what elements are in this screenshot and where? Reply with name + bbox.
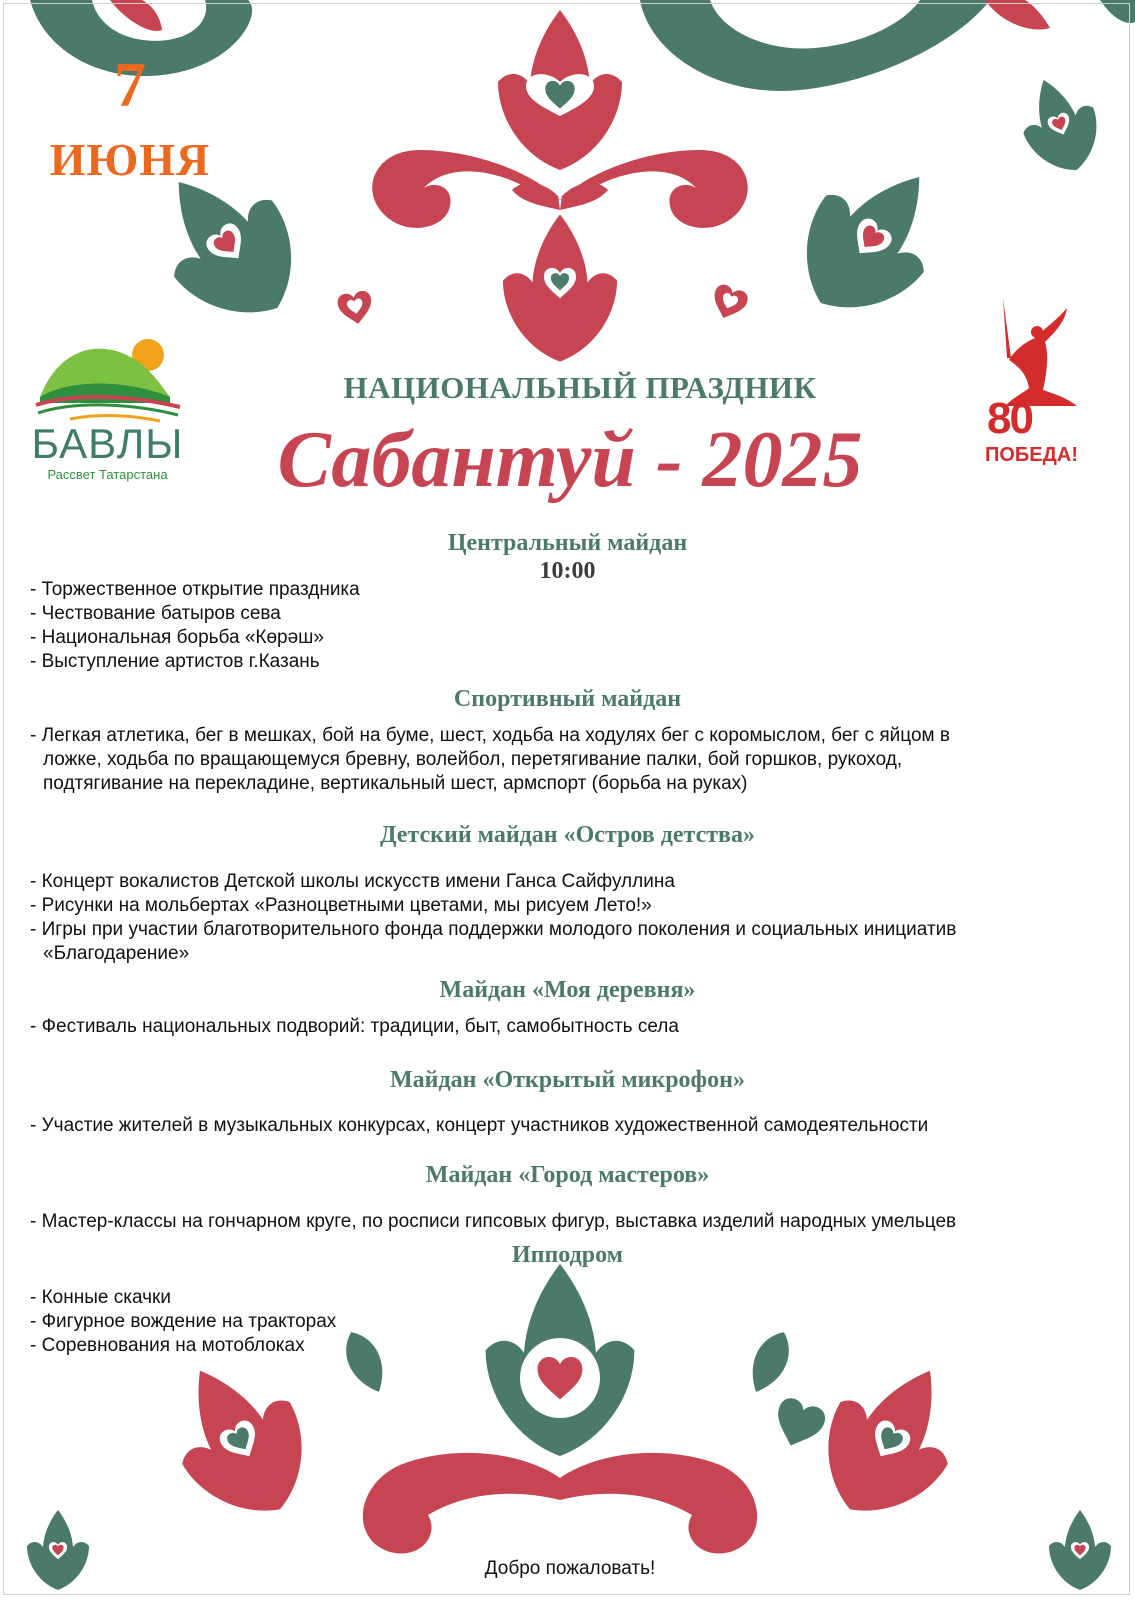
section-central-list <box>30 578 360 674</box>
logo-tagline: Рассвет Татарстана <box>47 467 168 482</box>
badge-word: ПОБЕДА! <box>985 444 1078 466</box>
green-tulip-small-right <box>1009 67 1112 183</box>
date-day: 7 <box>114 49 146 120</box>
motherland-statue-icon <box>985 298 1085 408</box>
date-month: ИЮНЯ <box>49 134 211 185</box>
list-item: - Соревнования на мотоблоках <box>30 1335 305 1356</box>
small-red-heart-right <box>708 282 750 323</box>
section-kids-title: Детский майдан «Остров детства» <box>379 822 756 848</box>
list-item: - Мастер-классы на гончарном круге, по росписи гипсовых фигур, выставка изделий народных умельцев <box>30 1211 957 1232</box>
bottom-green-leaf-right <box>742 1325 798 1398</box>
list-item: - Легкая атлетика, бег в мешках, бой на буме, шест, ходьба на ходулях бег с коромыслом, бег с яйцом в ложке, ходьба по вращающемуся бревну, волейбол, перетягивание палки, бой горшков, рукоход, подтягивание на перекладине, вертикальный шест, армспорт (борьба на руках) <box>30 725 950 794</box>
corner-green-leaf <box>1100 0 1135 23</box>
top-right-red-leaf <box>985 0 1050 30</box>
badge-number: 80 <box>987 394 1032 443</box>
list-item: - Концерт вокалистов Детской школы искусств имени Ганса Сайфуллина <box>30 871 675 892</box>
list-item: - Фигурное вождение на тракторах <box>30 1311 337 1332</box>
section-openmic-title: Майдан «Открытый микрофон» <box>390 1067 745 1093</box>
section-masters-title: Майдан «Город мастеров» <box>425 1162 710 1188</box>
top-green-arc-right <box>640 0 990 91</box>
green-tulip-right <box>772 139 968 341</box>
event-subtitle: НАЦИОНАЛЬНЫЙ ПРАЗДНИК <box>343 370 817 405</box>
bottom-green-tulip-corner-left <box>27 1510 89 1590</box>
list-item: - Чествование батыров сева <box>30 603 281 624</box>
section-village-list <box>30 1015 679 1039</box>
list-item: - Конные скачки <box>30 1287 171 1308</box>
section-central-title: Центральный майдан <box>447 530 688 556</box>
list-item: - Торжественное открытие праздника <box>30 579 360 600</box>
logo-name: БАВЛЫ <box>31 420 184 467</box>
section-masters-list <box>30 1210 956 1234</box>
list-item: - Фестиваль национальных подворий: традиции, быт, самобытность села <box>30 1016 679 1037</box>
bottom-red-tulip-left <box>146 1340 333 1541</box>
bottom-red-swirl <box>363 1453 757 1554</box>
list-item: - Выступление артистов г.Казань <box>30 651 320 672</box>
event-title: Сабантуй - 2025 <box>277 416 863 504</box>
section-central-time: 10:00 <box>539 558 596 584</box>
list-item: - Участие жителей в музыкальных конкурсах, концерт участников художественной самодеятельности <box>30 1115 929 1136</box>
bottom-green-heart-right <box>768 1395 828 1454</box>
section-hippodrome-title: Ипподром <box>511 1242 623 1268</box>
section-village-title: Майдан «Моя деревня» <box>439 977 696 1003</box>
hills-icon <box>30 335 185 425</box>
section-sport-list <box>30 724 1095 796</box>
bottom-green-tulip-corner-right <box>1049 1510 1111 1590</box>
bottom-green-tulip <box>486 1264 635 1456</box>
section-openmic-list <box>30 1114 928 1138</box>
center-red-tulip <box>503 214 617 361</box>
bottom-red-tulip-right <box>796 1340 983 1541</box>
section-kids-list <box>30 870 1030 966</box>
victory-80-badge <box>985 298 1085 478</box>
bavly-logo <box>30 335 185 495</box>
welcome-text: Добро пожаловать! <box>484 1558 656 1579</box>
small-red-heart-left <box>336 290 375 327</box>
section-hippodrome-list <box>30 1286 336 1358</box>
section-sport-title: Спортивный майдан <box>453 686 682 712</box>
top-red-tulip <box>498 10 622 170</box>
bottom-green-leaf-left <box>337 1325 393 1398</box>
list-item: - Рисунки на мольбертах «Разноцветными цветами, мы рисуем Лето!» <box>30 895 652 916</box>
list-item: - Игры при участии благотворительного фонда поддержки молодого поколения и социальных инициатив «Благодарение» <box>30 919 957 964</box>
list-item: - Национальная борьба «Көрәш» <box>30 627 324 648</box>
